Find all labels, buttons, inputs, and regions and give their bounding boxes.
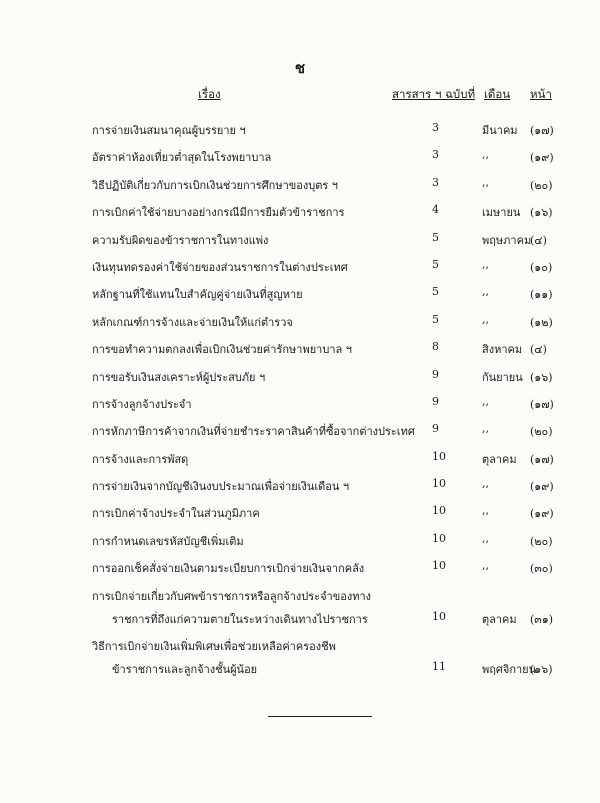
- row-subject: การจ่ายเงินสมนาคุณผู้บรรยาย ฯ: [92, 124, 246, 137]
- row-issue: 3: [432, 148, 439, 162]
- table-row: [0, 498, 600, 525]
- row-subject: ราชการที่ถึงแก่ความตายในระหว่างเดินทางไปราชการ: [112, 612, 368, 626]
- row-issue: 10: [432, 559, 446, 573]
- row-issue: 9: [432, 367, 439, 381]
- row-month: ,,: [482, 559, 489, 573]
- row-page: (๑๖): [530, 663, 553, 677]
- row-issue: 5: [432, 230, 439, 244]
- row-month: ,,: [482, 422, 489, 436]
- row-month: ,,: [482, 148, 489, 162]
- row-subject: การออกเช็คสั่งจ่ายเงินตามระเบียบการเบิกจ่ายเงินจากคลัง: [92, 562, 365, 576]
- header-issue: สารสาร ฯ ฉบับที่: [392, 87, 476, 101]
- row-page: (๑๗): [530, 124, 554, 137]
- table-row: [0, 604, 600, 631]
- row-page: (๑๙): [530, 507, 554, 521]
- row-subject: เงินทุนทดรองค่าใช้จ่ายของส่วนราชการในต่างประเทศ: [92, 260, 348, 274]
- row-subject: การเบิกค่าจ้างประจำในส่วนภูมิภาค: [92, 507, 260, 521]
- row-page: (๑๗): [530, 397, 554, 411]
- row-subject: ความรับผิดของข้าราชการในทางแพ่ง: [92, 233, 269, 247]
- row-month: ,,: [482, 531, 489, 545]
- row-subject: การจ่ายเงินจากบัญชีเงินงบประมาณเพื่อจ่ายเงินเดือน ฯ: [92, 480, 350, 494]
- table-row: [0, 362, 600, 389]
- row-subject: หลักเกณฑ์การจ้างและจ่ายเงินให้แก่ตำรวจ: [92, 315, 293, 329]
- row-issue: 4: [432, 203, 439, 217]
- row-month: สิงหาคม: [482, 343, 523, 357]
- row-page: (๓๑): [530, 612, 554, 626]
- row-page: (๔): [530, 233, 547, 247]
- table-row: [0, 526, 600, 553]
- row-page: (๑๙): [530, 480, 554, 494]
- row-subject: ข้าราชการและลูกจ้างชั้นผู้น้อย: [112, 663, 258, 677]
- row-month: ,,: [482, 477, 489, 491]
- index-table: [0, 115, 600, 681]
- row-page: (๑๖): [530, 206, 553, 220]
- table-row: [0, 142, 600, 169]
- table-row: [0, 416, 600, 443]
- row-subject: การจ้างและการพัสดุ: [92, 452, 189, 466]
- row-subject: การขอทำความตกลงเพื่อเบิกเงินช่วยค่ารักษาพยาบาล ฯ: [92, 343, 352, 357]
- row-issue: 10: [432, 609, 446, 623]
- row-issue: 10: [432, 504, 446, 518]
- row-month: ,,: [482, 312, 489, 326]
- table-row: [0, 471, 600, 498]
- row-page: (๑๙): [530, 151, 554, 165]
- row-page: (๒๐): [530, 178, 553, 192]
- row-issue: 3: [432, 175, 439, 189]
- row-month: ,,: [482, 285, 489, 299]
- table-row: [0, 553, 600, 580]
- row-issue: 10: [432, 477, 446, 491]
- row-issue: 9: [432, 394, 439, 408]
- row-month: มีนาคม: [482, 124, 518, 137]
- table-row: [0, 389, 600, 416]
- table-row: [0, 170, 600, 197]
- table-row: [0, 631, 600, 654]
- header-month: เดือน: [484, 87, 511, 101]
- row-month: ,,: [482, 175, 489, 189]
- header-page: หน้า: [530, 87, 552, 101]
- row-month: ,,: [482, 257, 489, 271]
- table-row: [0, 654, 600, 681]
- table-row: [0, 197, 600, 224]
- row-subject: อัตราค่าห้องเที่ยวต่ำสุดในโรงพยาบาล: [92, 151, 272, 165]
- row-page: (๒๐): [530, 425, 553, 439]
- row-month: กันยายน: [482, 370, 523, 384]
- table-row: [0, 225, 600, 252]
- header-subject: เรื่อง: [198, 87, 221, 101]
- row-issue: 10: [432, 531, 446, 545]
- row-subject: การเบิกค่าใช้จ่ายบางอย่างกรณีมีการยืมตัวข้าราชการ: [92, 206, 345, 220]
- row-month: ,,: [482, 504, 489, 518]
- table-row: [0, 252, 600, 279]
- row-issue: 5: [432, 312, 439, 326]
- page-letter: ช: [294, 59, 306, 77]
- row-month: พฤษภาคม: [482, 233, 532, 247]
- table-header: [0, 86, 600, 108]
- table-row: [0, 115, 600, 142]
- row-issue: 3: [432, 121, 439, 134]
- row-issue: 10: [432, 449, 446, 463]
- row-issue: 9: [432, 422, 439, 436]
- table-row: [0, 334, 600, 361]
- row-month: ,,: [482, 394, 489, 408]
- table-row: [0, 581, 600, 604]
- row-subject: วิธีการเบิกจ่ายเงินเพิ่มพิเศษเพื่อช่วยเหลือค่าครองชีพ: [92, 640, 336, 654]
- row-month: พฤศจิกายน: [482, 663, 537, 677]
- row-subject: การเบิกจ่ายเกี่ยวกับศพข้าราชการหรือลูกจ้างประจำของทาง: [92, 589, 372, 603]
- row-subject: วิธีปฏิบัติเกี่ยวกับการเบิกเงินช่วยการศึกษาของบุตร ฯ: [92, 178, 338, 192]
- row-month: ตุลาคม: [482, 452, 517, 466]
- row-page: (๑๑): [530, 288, 553, 302]
- row-page: (๑๖): [530, 370, 553, 384]
- row-issue: 11: [432, 660, 446, 674]
- row-page: (๑๐): [530, 260, 553, 274]
- row-subject: การกำหนดเลขรหัสบัญชีเพิ่มเติม: [92, 534, 244, 548]
- row-subject: การขอรับเงินสงเคราะห์ผู้ประสบภัย ฯ: [92, 370, 266, 384]
- row-page: (๔): [530, 343, 547, 357]
- row-issue: 8: [432, 340, 439, 354]
- table-row: [0, 444, 600, 471]
- row-page: (๑๗): [530, 452, 554, 466]
- row-month: ตุลาคม: [482, 612, 517, 626]
- row-page: (๒๐): [530, 534, 553, 548]
- row-subject: หลักฐานที่ใช้แทนใบสำคัญคู่จ่ายเงินที่สูญหาย: [92, 288, 303, 302]
- table-row: [0, 307, 600, 334]
- row-subject: การจ้างลูกจ้างประจำ: [92, 397, 192, 411]
- row-month: เมษายน: [482, 206, 521, 220]
- row-issue: 5: [432, 257, 439, 271]
- table-row: [0, 279, 600, 306]
- row-subject: การหักภาษีการค้าจากเงินที่จ่ายชำระราคาสินค้าที่ซื้อจากต่างประเทศ: [92, 425, 415, 439]
- bottom-rule: [268, 716, 372, 717]
- row-page: (๓๐): [530, 562, 553, 576]
- row-page: (๑๒): [530, 315, 553, 329]
- row-issue: 5: [432, 285, 439, 299]
